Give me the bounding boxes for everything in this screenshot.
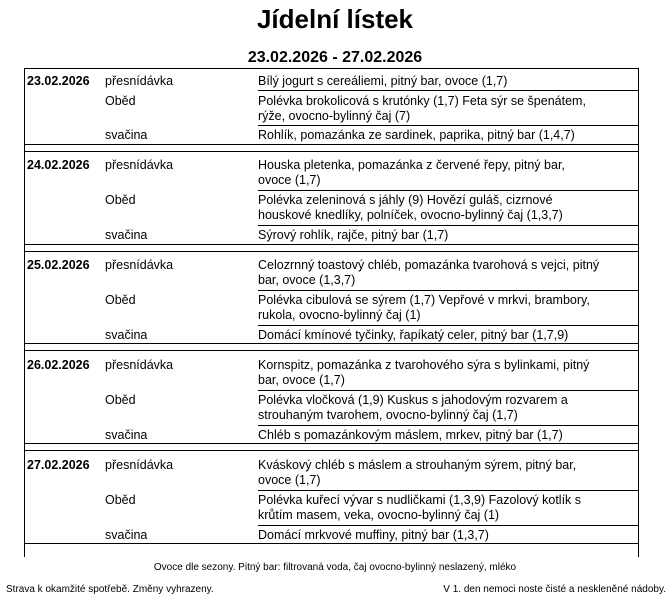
day-divider xyxy=(25,244,638,245)
meal-type: Oběd xyxy=(105,94,136,108)
meal-menu: Domácí mrkvové muffiny, pitný bar (1,3,7) xyxy=(258,528,489,542)
meal-type: přesnídávka xyxy=(105,258,174,272)
day-divider xyxy=(25,443,638,444)
row-divider xyxy=(258,390,638,391)
row-divider xyxy=(258,425,638,426)
row-divider xyxy=(258,290,638,291)
meal-type: Oběd xyxy=(105,293,136,307)
footer-disclaimer: Strava k okamžité spotřebě. Změny vyhrazeny. xyxy=(6,584,214,595)
day-divider xyxy=(25,450,638,451)
day-divider xyxy=(25,151,638,152)
day-divider xyxy=(25,543,638,544)
meal-type: svačina xyxy=(105,328,148,342)
day-date: 23.02.2026 xyxy=(27,74,90,88)
meal-menu: Sýrový rohlík, rajče, pitný bar (1,7) xyxy=(258,228,449,242)
row-divider xyxy=(258,525,638,526)
day-divider xyxy=(25,251,638,252)
meal-menu: Domácí kmínové tyčinky, řapíkatý celer, pitný bar (1,7,9) xyxy=(258,328,569,342)
day-date: 27.02.2026 xyxy=(27,458,90,472)
meal-menu: Bílý jogurt s cereáliemi, pitný bar, ovoce (1,7) xyxy=(258,74,508,88)
meal-menu: Rohlík, pomazánka ze sardinek, paprika, pitný bar (1,4,7) xyxy=(258,128,575,142)
meal-menu: Polévka zeleninová s jáhly (9) Hovězí guláš, cizrnové houskové knedlíky, polníček, ovocno-bylinný čaj (1,3,7) xyxy=(258,193,563,222)
meal-menu: Kornspitz, pomazánka z tvarohového sýra s bylinkami, pitný bar, ovoce (1,7) xyxy=(258,358,590,387)
meal-menu: Polévka vločková (1,9) Kuskus s jahodovým rozvarem a strouhaným tvarohem, ovocno-bylinný čaj (1,7) xyxy=(258,393,568,422)
row-divider xyxy=(258,225,638,226)
meal-type: svačina xyxy=(105,428,148,442)
meal-type: přesnídávka xyxy=(105,74,174,88)
day-date: 24.02.2026 xyxy=(27,158,90,172)
row-divider xyxy=(258,90,638,91)
row-divider xyxy=(258,125,638,126)
meal-type: přesnídávka xyxy=(105,158,174,172)
meal-menu: Polévka brokolicová s krutónky (1,7) Feta sýr se špenátem, rýže, ovocno-bylinný čaj (7) xyxy=(258,94,586,123)
day-divider xyxy=(25,144,638,145)
meal-menu: Polévka kuřecí vývar s nudličkami (1,3,9) Fazolový kotlík s krůtím masem, veka, ovocno-bylinný čaj (1) xyxy=(258,493,582,522)
meal-menu: Celozrnný toastový chléb, pomazánka tvarohová s vejci, pitný bar, ovoce (1,3,7) xyxy=(258,258,600,287)
day-date: 26.02.2026 xyxy=(27,358,90,372)
date-range: 23.02.2026 - 27.02.2026 xyxy=(247,49,423,66)
meal-type: přesnídávka xyxy=(105,358,174,372)
meal-type: Oběd xyxy=(105,393,136,407)
row-divider xyxy=(258,490,638,491)
row-divider xyxy=(258,190,638,191)
meal-type: svačina xyxy=(105,128,148,142)
meal-menu: Chléb s pomazánkovým máslem, mrkev, pitný bar (1,7) xyxy=(258,428,563,442)
row-divider xyxy=(258,325,638,326)
meal-type: svačina xyxy=(105,528,148,542)
footer-illness-note: V 1. den nemoci noste čisté a neskleněné nádoby. xyxy=(443,584,666,595)
menu-table xyxy=(24,68,639,557)
day-date: 25.02.2026 xyxy=(27,258,90,272)
day-divider xyxy=(25,350,638,351)
meal-type: přesnídávka xyxy=(105,458,174,472)
footer-note: Ovoce dle sezony. Pitný bar: filtrovaná voda, čaj ovocno-bylinný neslazený, mléko xyxy=(153,562,517,573)
page-title: Jídelní lístek xyxy=(256,4,414,34)
meal-menu: Kváskový chléb s máslem a strouhaným sýrem, pitný bar, ovoce (1,7) xyxy=(258,458,577,487)
meal-menu: Polévka cibulová se sýrem (1,7) Vepřové v mrkvi, brambory, rukola, ovocno-bylinný čaj (1) xyxy=(258,293,590,322)
meal-type: Oběd xyxy=(105,193,136,207)
meal-menu: Houska pletenka, pomazánka z červené řepy, pitný bar, ovoce (1,7) xyxy=(258,158,565,187)
day-divider xyxy=(25,343,638,344)
meal-type: Oběd xyxy=(105,493,136,507)
meal-type: svačina xyxy=(105,228,148,242)
